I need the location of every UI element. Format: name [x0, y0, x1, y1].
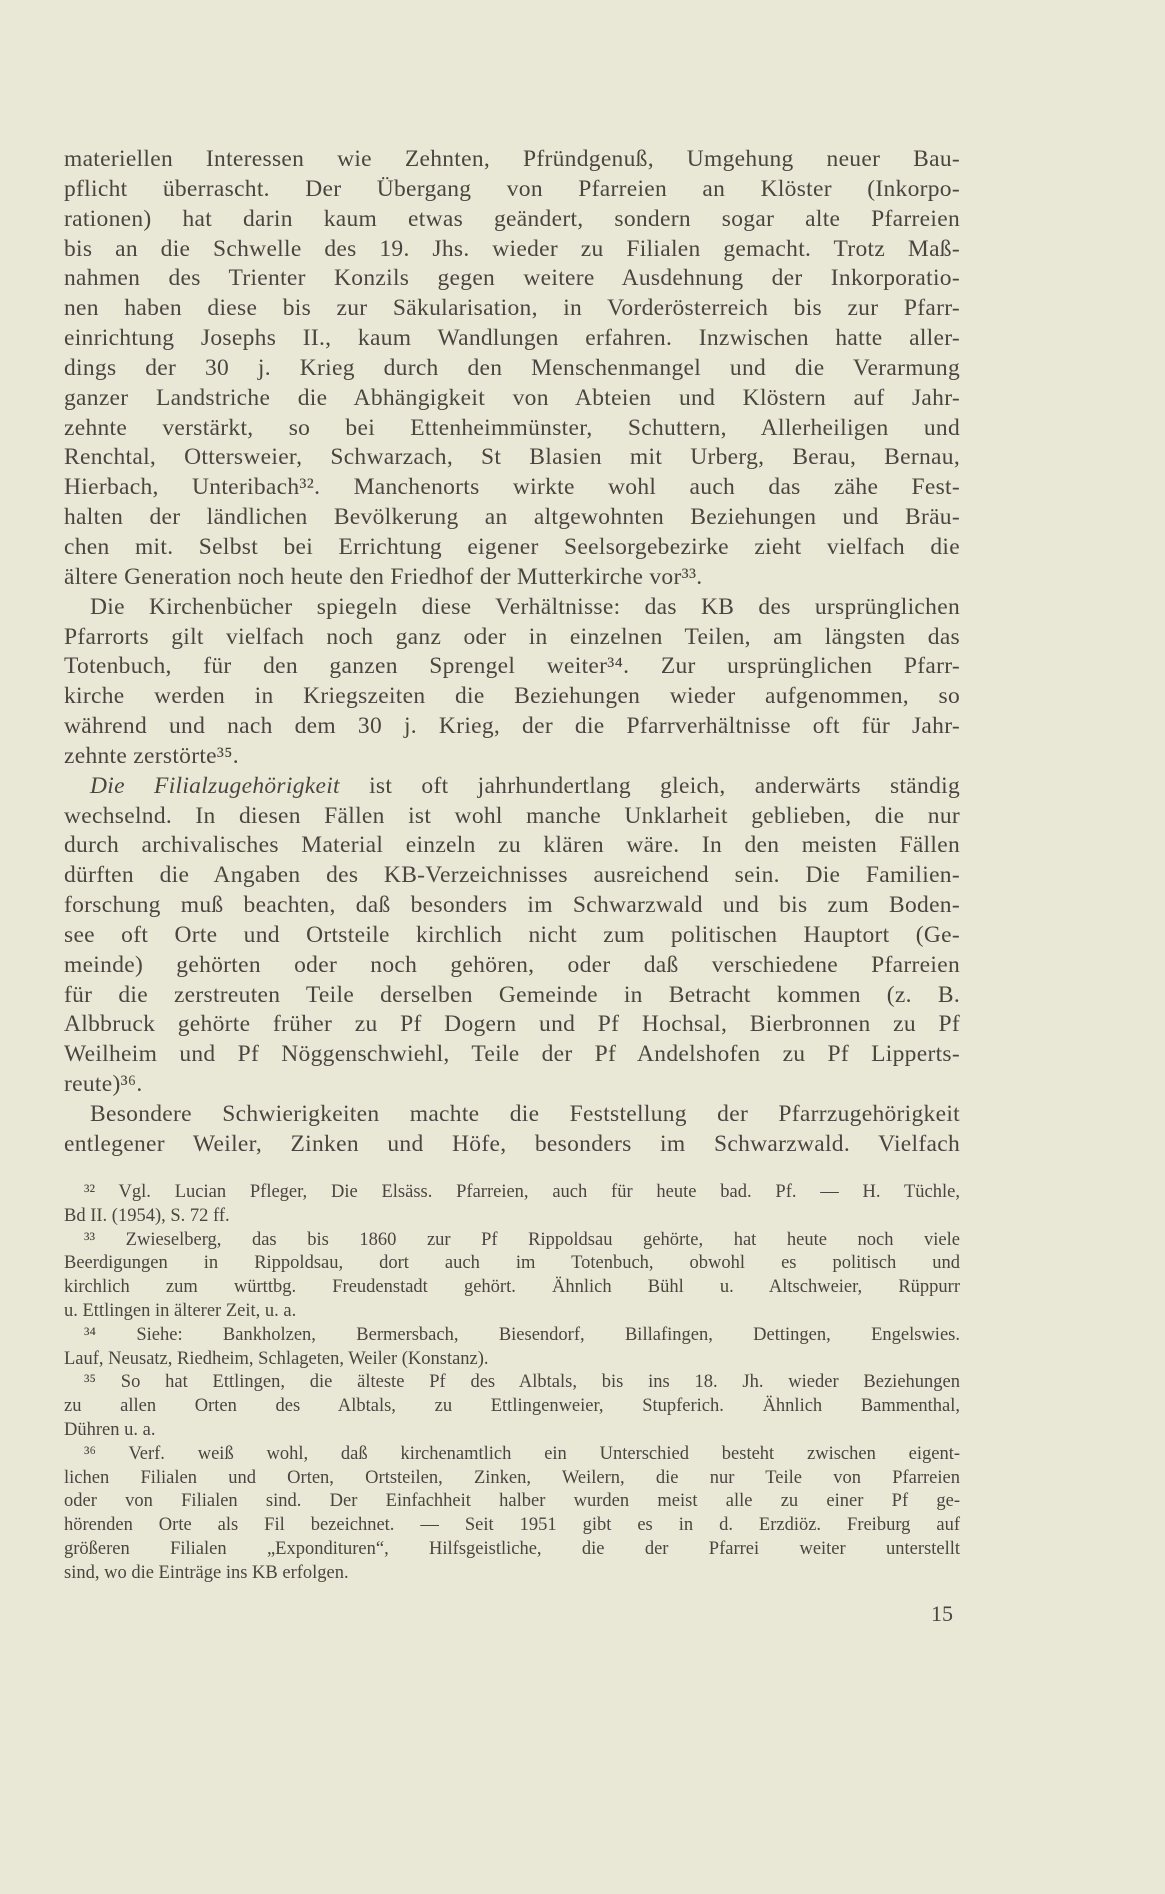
footnote-line: Lauf, Neusatz, Riedheim, Schlageten, Weiler (Konstanz).	[64, 1348, 489, 1369]
text-line: halten der ländlichen Bevölkerung an altgewohnten Beziehungen und Bräu-	[64, 504, 960, 531]
text-line: dings der 30 j. Krieg durch den Menschenmangel und die Verarmung	[64, 354, 960, 381]
text-line: chen mit. Selbst bei Errichtung eigener Seelsorgebezirke zieht vielfach die	[64, 533, 960, 560]
page-number: 15	[931, 1601, 953, 1626]
text-line: für die zerstreuten Teile derselben Gemeinde in Betracht kommen (z. B.	[64, 981, 960, 1008]
text-line: Albbruck gehörte früher zu Pf Dogern und Pf Hochsal, Bierbronnen zu Pf	[64, 1011, 960, 1038]
italic-term: Die Filialzugehörigkeit	[90, 772, 340, 799]
text-line: Renchtal, Ottersweier, Schwarzach, St Blasien mit Urberg, Berau, Bernau,	[64, 444, 960, 471]
text-line: pflicht überrascht. Der Übergang von Pfarreien an Klöster (Inkorpo-	[64, 175, 960, 202]
text-line: Die Kirchenbücher spiegeln diese Verhältnisse: das KB des ursprünglichen	[90, 593, 960, 620]
footnote-line: sind, wo die Einträge ins KB erfolgen.	[64, 1562, 349, 1583]
footnote-line: u. Ettlingen in älterer Zeit, u. a.	[64, 1300, 297, 1321]
text-line: ältere Generation noch heute den Friedhof der Mutterkirche vor³³.	[64, 563, 703, 590]
footnote-line: ³⁴ Siehe: Bankholzen, Bermersbach, Biesendorf, Billafingen, Dettingen, Engelswies.	[84, 1324, 960, 1345]
text-line: Hierbach, Unteribach³². Manchenorts wirkte wohl auch das zähe Fest-	[64, 474, 960, 501]
text-line: forschung muß beachten, daß besonders im Schwarzwald und bis zum Boden-	[64, 892, 960, 919]
text-line: Weilheim und Pf Nöggenschwiehl, Teile der Pf Andelshofen zu Pf Lipperts-	[64, 1041, 960, 1068]
footnotes	[64, 1181, 960, 1586]
footnote-line: ³² Vgl. Lucian Pfleger, Die Elsäss. Pfarreien, auch für heute bad. Pf. — H. Tüchle,	[84, 1182, 960, 1202]
text-line: entlegener Weiler, Zinken und Höfe, besonders im Schwarzwald. Vielfach	[64, 1130, 960, 1157]
text-line: Totenbuch, für den ganzen Sprengel weiter³⁴. Zur ursprünglichen Pfarr-	[64, 653, 960, 680]
text-line: bis an die Schwelle des 19. Jhs. wieder zu Filialen gemacht. Trotz Maß-	[64, 235, 960, 262]
text-line: rationen) hat darin kaum etwas geändert, sondern sogar alte Pfarreien	[64, 205, 960, 232]
text-line: reute)³⁶.	[64, 1071, 143, 1098]
footnote-line: hörenden Orte als Fil bezeichnet. — Seit 1951 gibt es in d. Erzdiöz. Freiburg auf	[64, 1515, 960, 1536]
text-line: zehnte zerstörte³⁵.	[64, 742, 239, 769]
text-line-rest: ist oft jahrhundertlang gleich, anderwärts ständig	[339, 772, 960, 799]
text-line: einrichtung Josephs II., kaum Wandlungen erfahren. Inzwischen hatte aller-	[64, 325, 960, 352]
text-line	[64, 772, 960, 802]
text-line: zehnte verstärkt, so bei Ettenheimmünster, Schuttern, Allerheiligen und	[64, 414, 960, 441]
text-line: durch archivalisches Material einzeln zu klären wäre. In den meisten Fällen	[64, 832, 960, 859]
footnote-line: lichen Filialen und Orten, Ortsteilen, Zinken, Weilern, die nur Teile von Pfarreien	[64, 1467, 960, 1488]
text-line: Besondere Schwierigkeiten machte die Feststellung der Pfarrzugehörigkeit	[90, 1101, 960, 1127]
footnote-line: zu allen Orten des Albtals, zu Ettlingenweier, Stupferich. Ähnlich Bammenthal,	[64, 1396, 960, 1417]
body-text	[64, 145, 960, 1160]
text-line: ganzer Landstriche die Abhängigkeit von Abteien und Klöstern auf Jahr-	[64, 384, 960, 411]
text-line: kirche werden in Kriegszeiten die Beziehungen wieder aufgenommen, so	[64, 683, 960, 710]
footnote-line: oder von Filialen sind. Der Einfachheit halber wurden meist alle zu einer Pf ge-	[64, 1491, 960, 1512]
footnote-line: Dühren u. a.	[64, 1419, 156, 1440]
text-line: meinde) gehörten oder noch gehören, oder daß verschiedene Pfarreien	[64, 951, 960, 978]
footnote-line: ³³ Zwieselberg, das bis 1860 zur Pf Rippoldsau gehörte, hat heute noch viele	[84, 1229, 960, 1250]
footnote-line: größeren Filialen „Expondituren“, Hilfsgeistliche, die der Pfarrei weiter unterstellt	[64, 1538, 960, 1559]
text-line: dürften die Angaben des KB-Verzeichnisses ausreichend sein. Die Familien-	[64, 862, 960, 889]
text-line: nahmen des Trienter Konzils gegen weitere Ausdehnung der Inkorporatio-	[64, 265, 960, 292]
text-line: während und nach dem 30 j. Krieg, der die Pfarrverhältnisse oft für Jahr-	[64, 713, 960, 740]
text-line: Pfarrorts gilt vielfach noch ganz oder in einzelnen Teilen, am längsten das	[64, 623, 960, 650]
footnote-line: kirchlich zum württbg. Freudenstadt gehört. Ähnlich Bühl u. Altschweier, Rüppurr	[64, 1277, 960, 1298]
text-line: nen haben diese bis zur Säkularisation, in Vorderösterreich bis zur Pfarr-	[64, 295, 960, 322]
footnote-line: Beerdigungen in Rippoldsau, dort auch im Totenbuch, obwohl es politisch und	[64, 1253, 960, 1274]
footnote-line: ³⁶ Verf. weiß wohl, daß kirchenamtlich ein Unterschied besteht zwischen eigent-	[84, 1443, 960, 1464]
footnote-line: ³⁵ So hat Ettlingen, die älteste Pf des Albtals, bis ins 18. Jh. wieder Beziehungen	[84, 1372, 960, 1393]
footnote-line: Bd II. (1954), S. 72 ff.	[64, 1205, 230, 1226]
text-line: see oft Orte und Ortsteile kirchlich nicht zum politischen Hauptort (Ge-	[64, 921, 960, 948]
text-line: materiellen Interessen wie Zehnten, Pfründgenuß, Umgehung neuer Bau-	[64, 146, 960, 172]
text-line: wechselnd. In diesen Fällen ist wohl manche Unklarheit geblieben, die nur	[64, 802, 960, 829]
